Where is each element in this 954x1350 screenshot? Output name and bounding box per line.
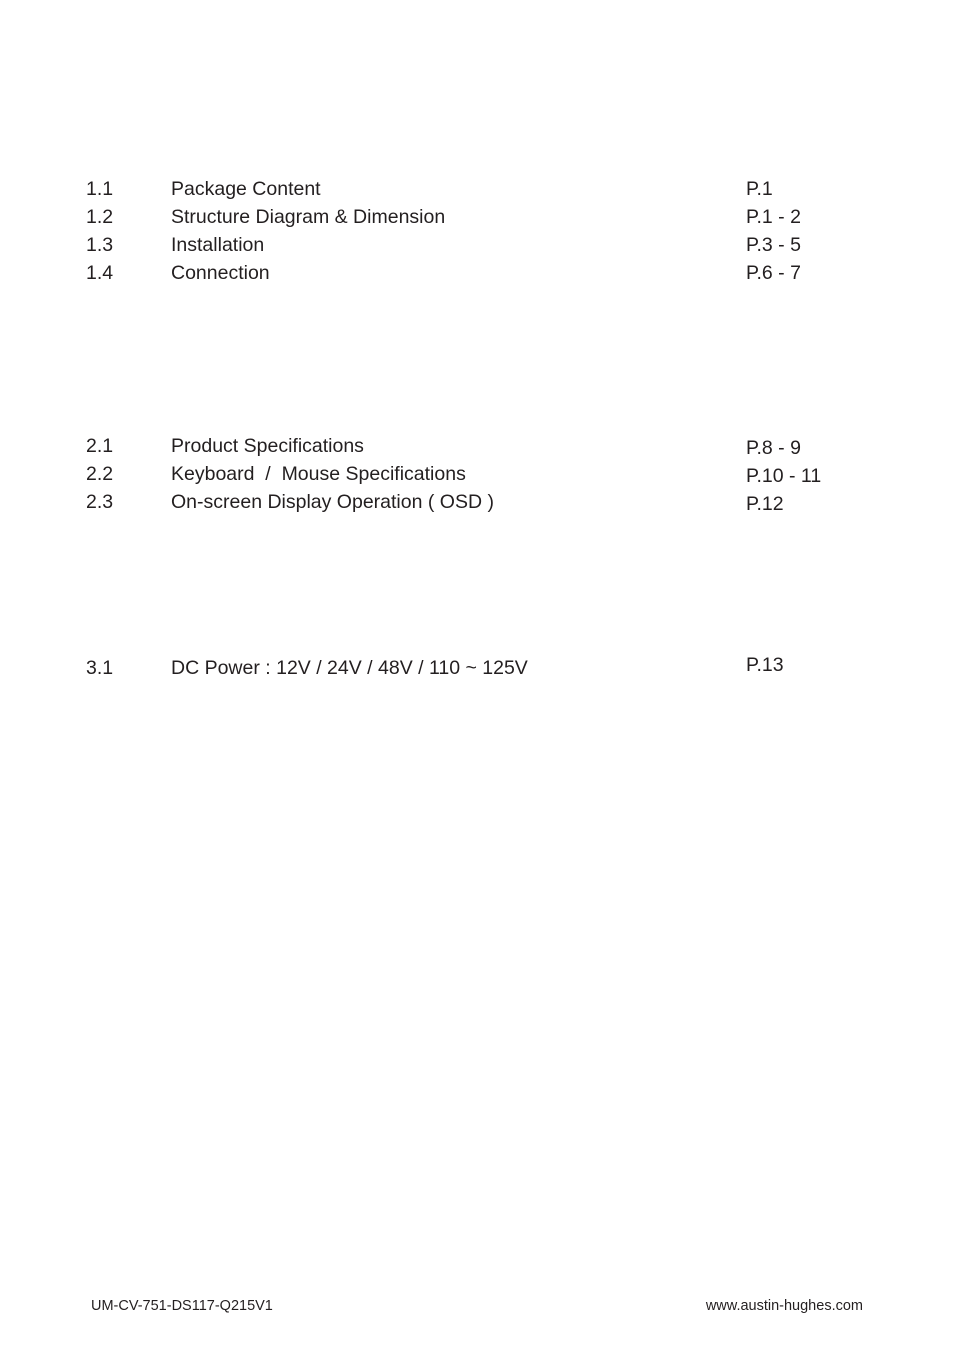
toc-entry-number: 1.4	[86, 262, 114, 284]
toc-entry-number: 2.3	[86, 491, 114, 513]
footer-doc-code: UM-CV-751-DS117-Q215V1	[91, 1298, 273, 1314]
toc-entry-title: Connection	[171, 262, 270, 284]
toc-entry-1-1	[0, 175, 954, 203]
toc-entry-number: 1.3	[86, 234, 114, 256]
toc-entry-1-2	[0, 203, 954, 231]
toc-entry-page: P.10 - 11	[746, 465, 822, 487]
toc-entry-page: P.8 - 9	[746, 437, 801, 459]
toc-entry-2-1	[0, 432, 954, 460]
toc-entry-number: 2.1	[86, 435, 114, 457]
toc-entry-number: 2.2	[86, 463, 114, 485]
toc-entry-title: Structure Diagram & Dimension	[171, 206, 446, 228]
toc-entry-title: Package Content	[171, 178, 321, 200]
toc-entry-2-2	[0, 460, 954, 488]
toc-entry-title: DC Power : 12V / 24V / 48V / 110 ~ 125V	[171, 657, 528, 679]
toc-entry-number: 1.2	[86, 206, 114, 228]
toc-entry-title: Keyboard / Mouse Specifications	[171, 463, 466, 485]
toc-entry-page: P.13	[746, 654, 784, 676]
toc-entry-number: 1.1	[86, 178, 114, 200]
toc-entry-page: P.3 - 5	[746, 234, 801, 256]
toc-entry-2-3	[0, 488, 954, 516]
toc-entry-1-4	[0, 259, 954, 287]
toc-entry-3-1	[0, 654, 954, 682]
toc-entry-title: On-screen Display Operation ( OSD )	[171, 491, 494, 513]
toc-entry-title: Installation	[171, 234, 265, 256]
toc-entry-page: P.12	[746, 493, 784, 515]
toc-entry-page: P.1 - 2	[746, 206, 801, 228]
toc-entry-page: P.1	[746, 178, 773, 200]
footer-website: www.austin-hughes.com	[705, 1298, 863, 1314]
toc-entry-number: 3.1	[86, 657, 114, 679]
toc-entry-1-3	[0, 231, 954, 259]
toc-entry-page: P.6 - 7	[746, 262, 801, 284]
toc-entry-title: Product Specifications	[171, 435, 364, 457]
